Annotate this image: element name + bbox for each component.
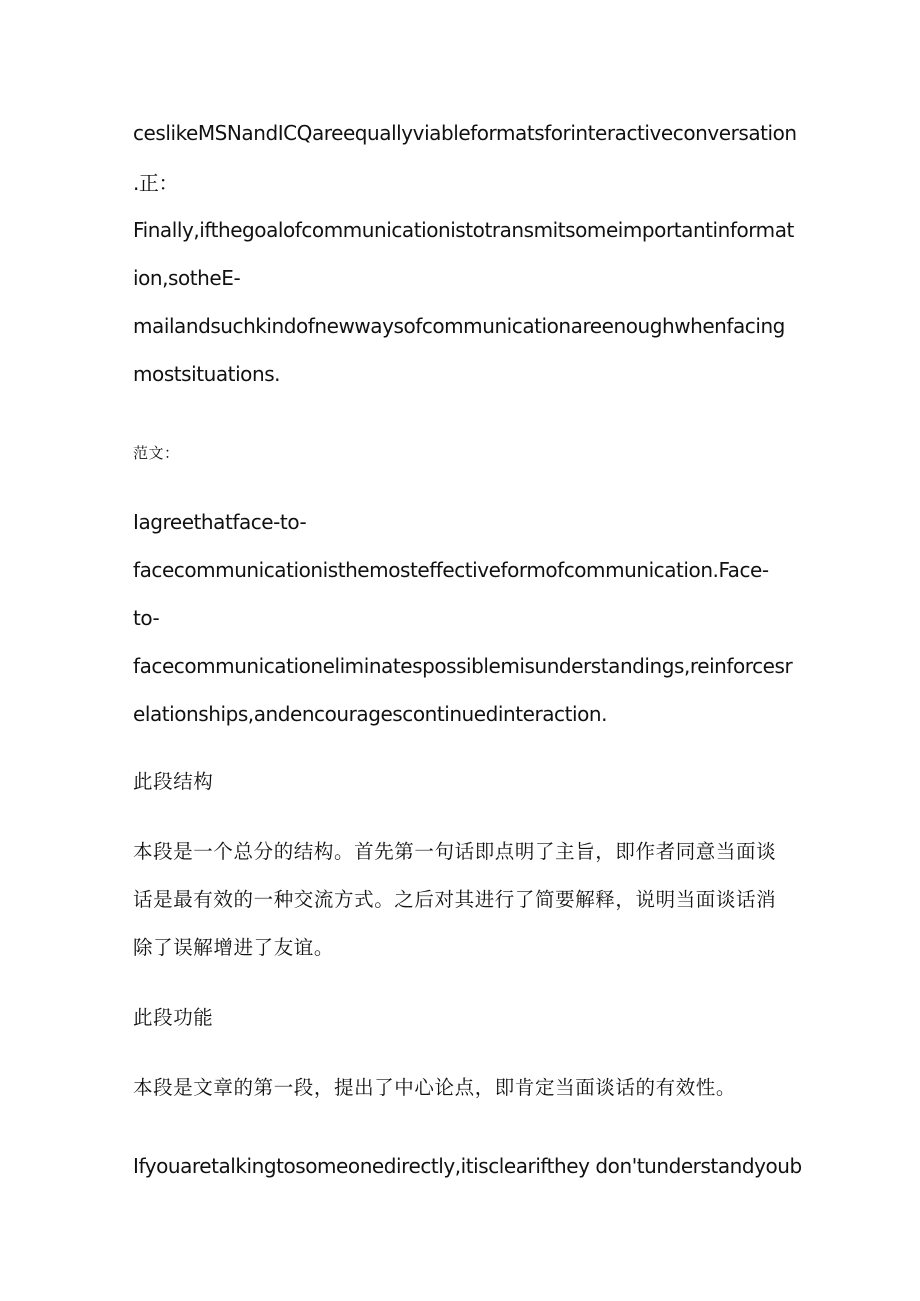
- text-line: mostsituations.: [133, 362, 281, 386]
- text-line: ceslikeMSNandICQareequallyviableformatsforinteractiveconversation: [133, 121, 797, 145]
- text-line: 除了误解增进了友谊。: [133, 936, 335, 959]
- text-line: 本段是一个总分的结构。首先第一句话即点明了主旨，即作者同意当面谈: [133, 840, 777, 863]
- section-label-model-essay: 范文：: [133, 444, 180, 462]
- text-line: elationships,andencouragescontinuedinteraction.: [133, 702, 607, 726]
- text-line: .正：: [133, 171, 179, 195]
- text-line: facecommunicationeliminatespossiblemisunderstandings,reinforcesr: [133, 654, 793, 678]
- text-line: 本段是文章的第一段，提出了中心论点，即肯定当面谈话的有效性。: [133, 1076, 737, 1099]
- heading-paragraph-function: 此段功能: [133, 1006, 214, 1029]
- text-line: Ifyouaretalkingtosomeonedirectly,itisclearifthey don'tunderstandyoub: [133, 1154, 802, 1178]
- text-line: Finally,ifthegoalofcommunicationistotransmitsomeimportantinformat: [133, 218, 794, 242]
- text-line: ion,sotheE-: [133, 266, 241, 290]
- text-line: 话是最有效的一种交流方式。之后对其进行了简要解释，说明当面谈话消: [133, 888, 777, 911]
- heading-paragraph-structure: 此段结构: [133, 770, 214, 793]
- text-line: to-: [133, 606, 160, 630]
- text-line: facecommunicationisthemosteffectiveformofcommunication.Face-: [133, 558, 769, 582]
- text-line: mailandsuchkindofnewwaysofcommunicationareenoughwhenfacing: [133, 314, 785, 338]
- text-line: Iagreethatface-to-: [133, 510, 307, 534]
